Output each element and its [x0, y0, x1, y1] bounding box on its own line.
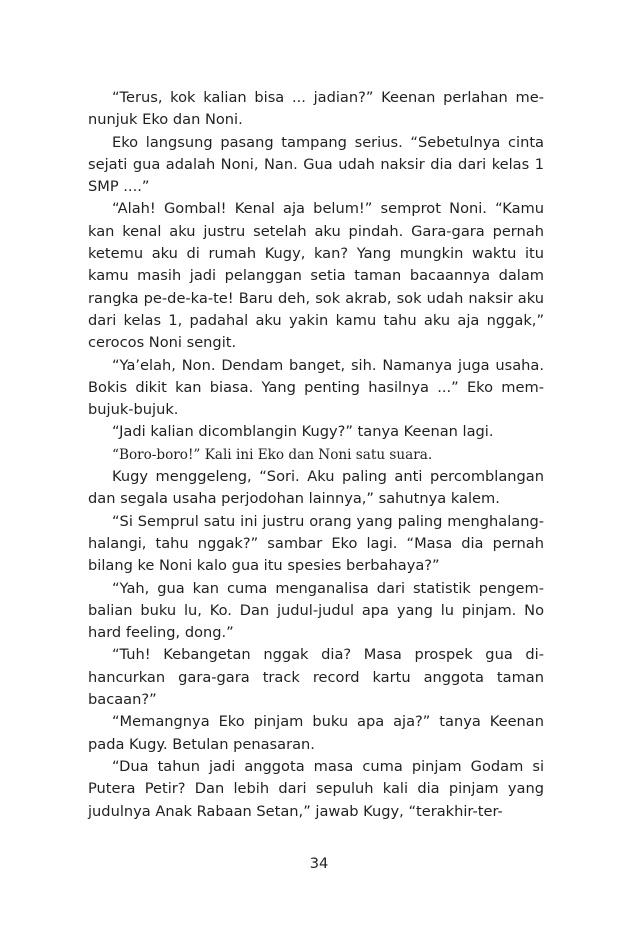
paragraph: “Si Semprul satu ini justru orang yang paling menghalang-halangi, tahu nggak?” sambar Eko lagi. “Masa dia pernah bilang ke Noni kalo gua itu spesies berbahaya?” — [88, 512, 544, 575]
paragraph: Eko langsung pasang tampang serius. “Sebetulnya cinta sejati gua adalah Noni, Nan. Gua udah naksir dia dari kelas 1 SMP ....” — [88, 133, 544, 196]
body-text — [88, 87, 544, 823]
paragraph: “Terus, kok kalian bisa ... jadian?” Keenan perlahan menunjuk Eko dan Noni. — [88, 89, 544, 129]
paragraph: “Tuh! Kebangetan nggak dia? Masa prospek gua dihancurkan gara-gara track record kartu anggota taman bacaan?” — [88, 646, 544, 709]
paragraph: “Ya’elah, Non. Dendam banget, sih. Namanya juga usaha. Bokis dikit kan biasa. Yang penting hasilnya ...” Eko membujuk-bujuk. — [88, 356, 544, 419]
paragraph: “Dua tahun jadi anggota masa cuma pinjam Godam si Putera Petir? Dan lebih dari sepuluh kali dia pinjam yang judulnya Anak Rabaan Setan,” jawab Kugy, “terakhir-ter- — [88, 757, 544, 820]
paragraph: Kugy menggeleng, “Sori. Aku paling anti percomblangan dan segala usaha perjodohan lainnya,” sahutnya kalem. — [88, 468, 544, 508]
paragraph: “Jadi kalian dicomblangin Kugy?” tanya Keenan lagi. — [112, 423, 494, 441]
paragraph: “Yah, gua kan cuma menganalisa dari statistik pengembalian buku lu, Ko. Dan judul-judul apa yang lu pinjam. No hard feeling, dong.” — [88, 579, 544, 642]
paragraph: “Boro-boro!” Kali ini Eko dan Noni satu suara. — [112, 446, 433, 463]
paragraph: “Alah! Gombal! Kenal aja belum!” semprot Noni. “Kamu kan kenal aku justru setelah aku pindah. Gara-gara pernah ketemu aku di rumah Kugy, kan? Yang mungkin waktu itu kamu masih jadi pelanggan setia taman bacaannya dalam rangka pe-de-ka-te! Baru deh, sok akrab, sok udah naksir aku dari kelas 1, padahal aku yakin kamu tahu aku aja nggak,” cerocos Noni sengit. — [88, 200, 544, 352]
paragraph: “Memangnya Eko pinjam buku apa aja?” tanya Keenan pada Kugy. Betulan penasaran. — [88, 713, 544, 753]
page-number: 34 — [309, 855, 329, 872]
